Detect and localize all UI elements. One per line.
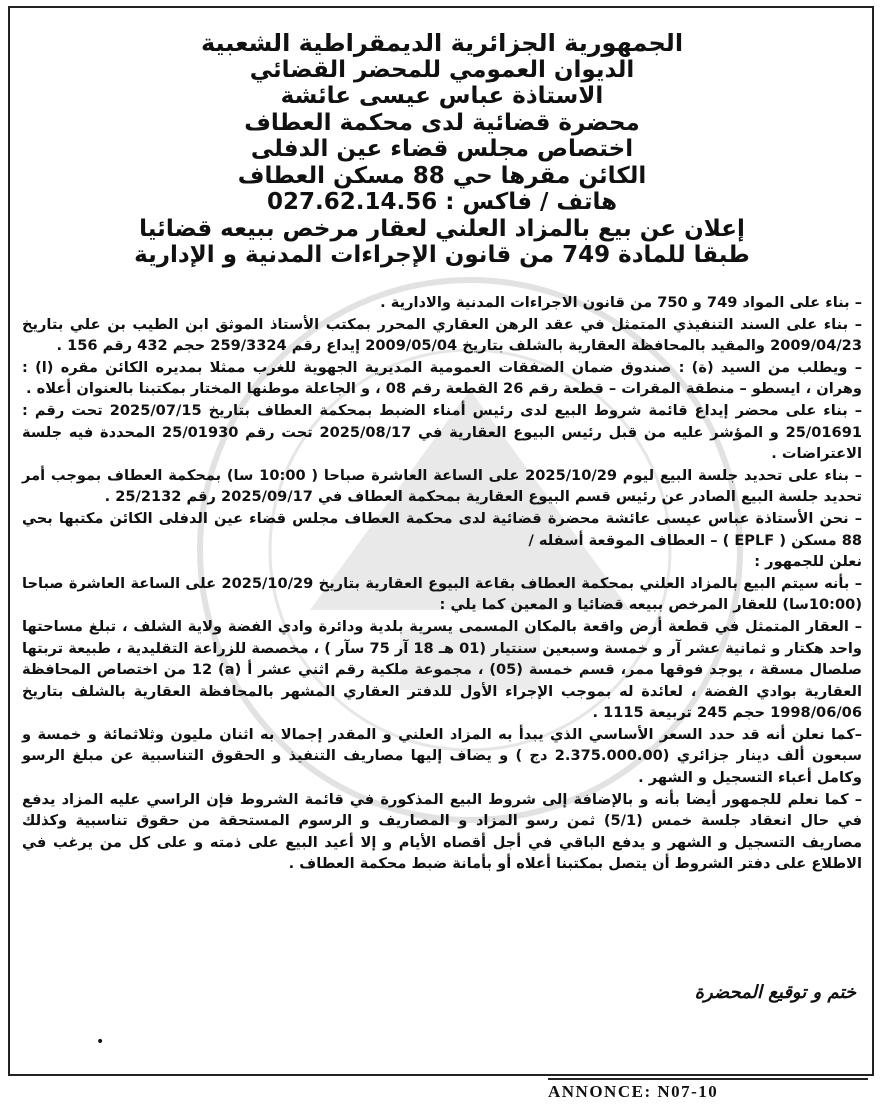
paragraph-public-notice: نعلن للجمهور : [754, 553, 862, 571]
phone-number: 027.62.14.56 [266, 189, 438, 215]
paragraph-property: – العقار المتمثل في قطعة أرض واقعة بالمكان المسمى يسرية بلدية ودائرة وادي الفضة ولاية الشلف ، تبلغ مساحتها واحد هكتار و ثمانية عشر آر و خمسة وسبعين سنتيار (01 هـ 18 آر 75 سآر ) ، مخصصة للزراعة التقليدية ، طبيعة تربتها صلصال مسقة ، يوجد فوقها ممر، قسم خمسة (05) ، مجموعة ملكية رقم اثني عشر أ (a) 12 من اختصاص المحافظة العقارية بوادي الفضة ، لعائدة له بموجب الإجراء الأول للدفتر العقاري المشهر بالمحافظة العقارية بالشلف بتاريخ 1998/06/06 حجم 245 تربيعة 1115 . [22, 617, 863, 722]
republic-title: الجمهورية الجزائرية الديمقراطية الشعبية [200, 29, 684, 57]
paragraph-legal-basis: – بناء على المواد 749 و 750 من قانون الاجراءات المدنية والادارية . [380, 294, 862, 311]
paragraph-payment-terms: – كما نعلم للجمهور أيضا بأنه و بالإضافة إلى شروط البيع المذكورة في قائمة الشروط فإن الراسي عليه المزاد يدفع في حال انعقاد جلسة خمس (5/1) ثمن رسو المزاد و المصاريف و الرسوم المستحقة من حقوق تناسبية وكذلك مصاريف التسجيل و الشهر و يدفع الباقي في أجل أقصاه الأيام و إلا أعيد البيع على ذمته و على كل من يرغب في الاطلاع على دفتر الشروط أن يتصل بمكتبنا أعلاه أو بأمانة ضبط محكمة العطاف . [22, 790, 862, 873]
paragraph-session-date: – بناء على تحديد جلسة البيع ليوم 2025/10/29 على الساعة العاشرة صباحا ( 10:00 سا) بمحكمة العطاف بموجب أمر تحديد جلسة البيع الصادر عن رئيس قسم البيوع العقارية بمحكمة العطاف في 2025/09/17 رقم 25/2132 . [22, 466, 863, 506]
paragraph-price: –كما نعلن أنه قد حدد السعر الأساسي الذي يبدأ به المزاد العلني و المقدر إجمالا به اثنان مليون وثلاثمائة و خمسة و سبعون ألف دينار جزائري (2.375.000.00 دج ) و يضاف إليها مصاريف التنفيذ و الحقوق التناسبية عن مبلغ الرسو وكامل أعباء التسجيل و الشهر . [22, 725, 862, 787]
office-title: الديوان العمومي للمحضر القضائي [249, 56, 635, 83]
bailiff-name: الاستاذة عباس عيسى عائشة [280, 83, 604, 109]
phone-line [20, 189, 864, 216]
announce-number: ANNONCE: N07-10 [548, 1078, 868, 1102]
paragraph-auction: – بأنه سيتم البيع بالمزاد العلني بمحكمة العطاف بقاعة البيوع العقارية بتاريخ 2025/10/29 على الساعة العاشرة صباحا (10:00سا) للعقار المرخص ببيعه قضائيا و المعين كما يلي : [22, 574, 862, 614]
announcement-title: إعلان عن بيع بالمزاد العلني لعقار مرخص ببيعه قضائيا [139, 215, 745, 242]
signature-label: ختم و توقيع المحضرة [694, 982, 856, 1003]
announcement-subtitle: طبقا للمادة 749 من قانون الإجراءات المدنية و الإدارية [134, 242, 750, 268]
phone-label: هاتف / فاكس : [445, 189, 618, 215]
paragraph-bailiff: – نحن الأستاذة عباس عيسى عائشة محضرة قضائية لدى محكمة العطاف مجلس قضاء عين الدفلى الكائن مكتبها بحي 88 مسكن ( EPLF ) – العطاف الموقعة أسفله / [22, 509, 862, 549]
header [20, 30, 864, 269]
court-title: محضرة قضائية لدى محكمة العطاف [244, 109, 640, 136]
paragraph-conditions-deposit: – بناء على محضر إيداع قائمة شروط البيع لدى رئيس أمناء الضبط بمحكمة العطاف بتاريخ 2025/07/15 تحت رقم : 25/01691 و المؤشر عليه من قبل رئيس البيوع العقارية في 2025/08/17 تحت رقم 25/01930 المحددة فيه جلسة الاعتراضات . [22, 401, 863, 463]
paragraph-enforcement-title: – بناء على السند التنفيذي المتمثل في عقد الرهن العقاري المحرر بمكتب الأستاذ الموثق ابن الطيب بن علي بتاريخ 2009/04/23 والمقيد بالمحافظة العقارية بالشلف بتاريخ 2009/05/04 إيداع رقم 259/3324 حجم 432 رقم 156 . [22, 315, 862, 355]
announcement-body [22, 292, 862, 875]
jurisdiction: اختصاص مجلس قضاء عين الدفلى [250, 136, 634, 162]
paragraph-requester: – ويطلب من السيد (ة) : صندوق ضمان الصفقات العمومية المديرية الجهوية للغرب ممثلا بمديره الكائن مقره (ا) : وهران ، ايسطو – منطقة المقرات – قطعة رقم 26 القطعة رقم 08 ، و الجاعلة موطنها المختار بمكتبنا بالعنوان أعلاه . [22, 358, 862, 398]
office-address: الكائن مقرها حي 88 مسكن العطاف [237, 162, 647, 189]
decorative-dot: • [96, 1034, 105, 1050]
